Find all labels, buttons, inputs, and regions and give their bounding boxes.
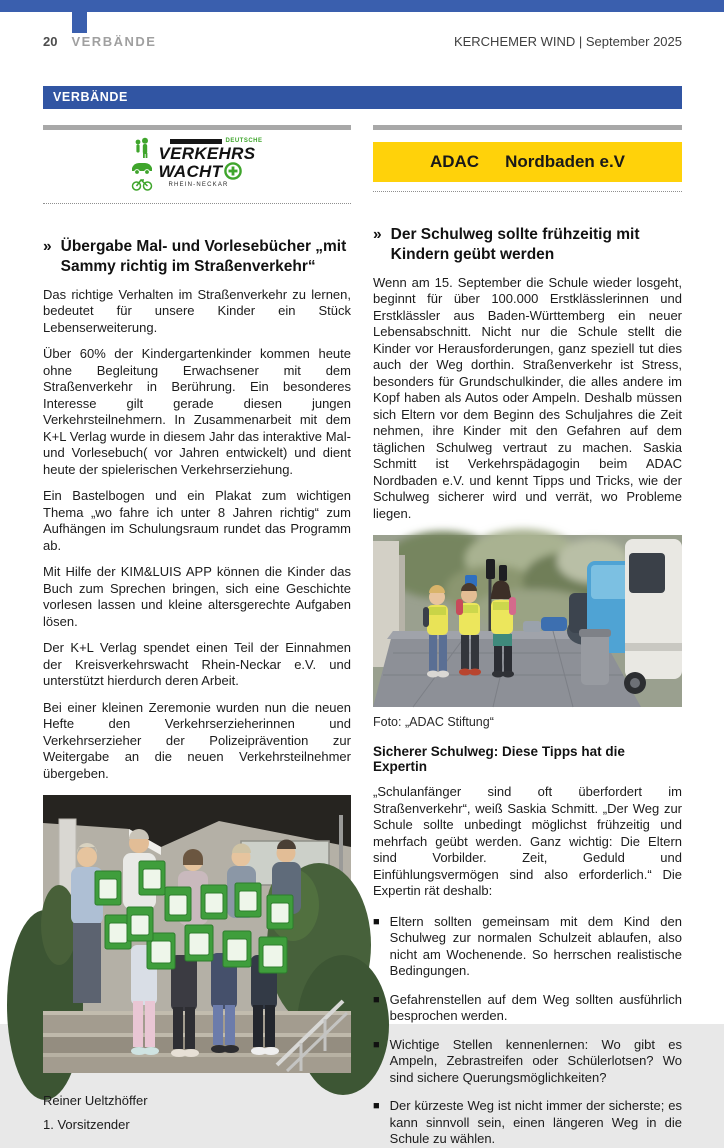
column-divider-bar [43,125,351,130]
left-paragraph: Ein Bastelbogen und ein Plakat zum wichtigen Thema „wo fahre ich unter 8 Jahren richtig“ zum Aufhängen im Schulungsraum rundet das Programm ab. [43,488,351,553]
heading-marker: » [373,226,382,243]
heading-marker: » [43,238,52,255]
left-paragraph: Mit Hilfe der KIM&LUIS APP können die Kinder das Buch zum Sprechen bringen, sich eine Geschichte vorlesen lassen und kleine altersgerechte Aufgaben lösen. [43,564,351,629]
square-bullet-icon: ■ [373,1100,380,1113]
schoolway-photo-illustration [373,535,682,707]
signature-name: Reiner Ueltzhöffer [43,1093,148,1109]
tips-subheading: Sicherer Schulweg: Diese Tipps hat die Expertin [373,744,625,775]
left-article-heading [43,237,351,277]
square-bullet-icon: ■ [373,915,380,928]
logo-region-label: RHEIN-NECKAR [168,182,229,188]
left-paragraph: Bei einer kleinen Zeremonie wurden nun die neuen Hefte den Verkehrserzieherinnen und Verkehrserzieher der Polizeiprävention zur Weitergabe an die neuen Verkehrsteilnehmer übergeben. [43,699,351,781]
left-paragraph: Der K+L Verlag spendet einen Teil der Einnahmen der Kreisverkehrswacht Rhein-Neckar e.V. und unterstützt hierdurch deren Arbeit. [43,640,351,689]
tip-text: Wichtige Stellen kennenlernen: Wo gibt es Ampeln, Zebrastreifen oder Schülerlotsen? Wo sind sichere Querungsmöglichkeiten? [389,1036,682,1085]
right-column [373,120,682,1148]
plus-badge-icon [224,162,242,180]
verkehrswacht-logo-inner [131,138,262,192]
tip-text: Gefahrenstellen auf dem Weg sollten ausführlich besprochen werden. [389,991,682,1024]
tip-item [373,992,682,1025]
tip-item [373,914,682,980]
group-photo [43,795,351,1073]
square-bullet-icon: ■ [373,1038,380,1051]
issue-title: KERCHEMER WIND | September 2025 [453,34,682,49]
expert-paragraph: „Schulanfänger sind oft überfordert im Straßenverkehr“, weiß Saskia Schmitt. „Der Weg zur Schule sollte unbedingt möglichst frühzeitig und mehrfach geübt werden. Ganz wichtig: Die Eltern sind Vorbilder. Zeit, Geduld und Einfühlungsvermögen sind also erforderlich.“ Die Expertin rät deshalb: [373,784,682,899]
header-left [43,34,156,49]
traffic-figures-icon [131,138,153,192]
signature-role: 1. Vorsitzender [43,1117,130,1133]
group-photo-illustration [43,795,351,1073]
schoolway-photo [373,535,682,707]
right-article-heading [373,225,682,265]
left-paragraph: Über 60% der Kindergartenkinder kommen heute ohne Begleitung Erwachsener mit dem Straßenverkehr in Berührung. Ein besonderes Interesse gilt gerade diesen jungen Verkehrsteilnehmern. In Zusammenarbeit mit dem K+L Verlag wurde in diesem Jahr das interaktive Mal- und Vorlesebuch( vor Jahren entwickelt) und dient heute der spielerischen Verkehrserziehung. [43,346,351,477]
dotted-divider [43,203,351,204]
logo-line1: VERKEHRS [158,144,256,163]
square-bullet-icon: ■ [373,993,380,1006]
logo-black-bar [170,139,222,144]
right-intro-paragraph: Wenn am 15. September die Schule wieder losgeht, beginnt für über 100.000 Erstklässlerinnen und Erstklässler aus Baden-Württemberg ein neuer Lebensabschnitt. Nicht nur die Schule stellt die Kinder vor Herausforderungen, ganz speziell tut dies auch der Weg dorthin. Straßenverkehr ist Stress, besonders für Grundschulkinder, die alles andere im Kopf haben als Autos oder Ampeln. Deshalb müssen sich Eltern vor dem Beginn des Schuljahres die Zeit nehmen, ihre Kinder mit den Gefahren auf dem täglichen Schulweg vertraut zu machen. Saskia Schmitt ist Verkehrspädagogin beim ADAC Nordbaden e.V. und kennt Tipps und Tricks, wie der Schulweg sicherer wird und verrät, wo Probleme liegen. [373,274,682,521]
tip-text: Eltern sollten gemeinsam mit dem Kind den Schulweg zur normalen Schulzeit ablaufen, also nicht am Wochenende. So herrschen realistische Bedingungen. [389,913,682,979]
right-article-heading-text: Der Schulweg sollte frühzeitig mit Kindern geübt werden [390,226,640,263]
verkehrswacht-logo [43,134,351,196]
verkehrswacht-wordmark [158,138,262,188]
signature-block [43,1093,351,1132]
section-label: VERBÄNDE [71,34,157,49]
page-number: 20 [43,34,58,49]
top-accent-tab [72,12,87,33]
tip-text: Der kürzeste Weg ist nicht immer der sicherste; es kann sinnvoll sein, einen längeren Weg in die Schule zu wählen. [389,1098,682,1147]
logo-line2: WACHT [158,161,223,181]
dotted-divider [373,191,682,192]
section-banner: VERBÄNDE [43,86,682,109]
adac-region-label: Nordbaden e.V [505,152,626,171]
tip-item [373,1098,682,1148]
column-divider-bar [373,125,682,130]
tip-item [373,1037,682,1087]
page-header [43,34,682,49]
left-paragraph: Das richtige Verhalten im Straßenverkehr zu lernen, bedeutet für unsere Kinder ein Stück Lebenserweiterung. [43,286,351,335]
left-article-heading-text: Übergabe Mal- und Vorlesebücher „mit Sammy richtig im Straßenverkehr“ [60,238,347,275]
left-column [43,120,351,1132]
tips-list [373,914,682,1148]
photo-caption: Foto: „ADAC Stiftung“ [373,715,494,730]
adac-banner [373,142,682,182]
logo-deutsche-label: DEUTSCHE [225,138,263,144]
adac-org-label: ADAC [429,152,480,171]
top-accent-bar [0,0,724,12]
